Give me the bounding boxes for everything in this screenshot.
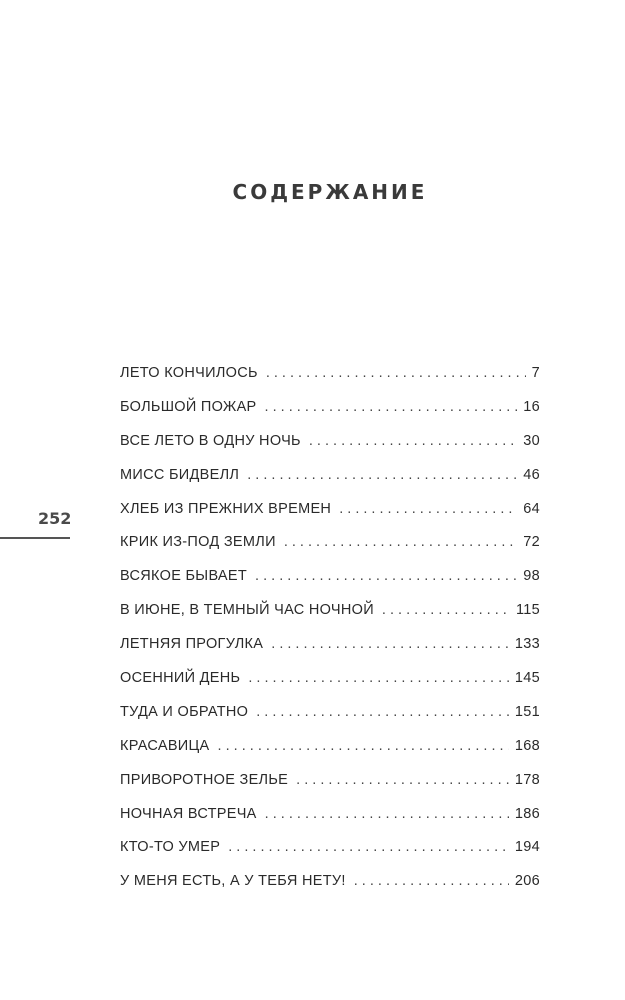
toc-entry-title: ВСЕ ЛЕТО В ОДНУ НОЧЬ <box>120 432 301 449</box>
toc-entry-page: 186 <box>514 805 540 822</box>
toc-entry-title: В ИЮНЕ, В ТЕМНЫЙ ЧАС НОЧНОЙ <box>120 602 374 619</box>
toc-entry-title: ТУДА И ОБРАТНО <box>120 703 249 720</box>
toc-entry-page: 194 <box>514 839 540 856</box>
toc-entry-page: 133 <box>514 636 540 653</box>
toc-entry <box>120 772 540 806</box>
toc-dot-leader <box>228 839 509 855</box>
toc-entry <box>120 806 540 840</box>
toc-dot-leader <box>296 772 509 788</box>
toc-entry-title: КТО-ТО УМЕР <box>120 839 221 856</box>
toc-entry-page: 145 <box>514 670 540 687</box>
toc-entry <box>120 399 540 433</box>
table-of-contents <box>120 365 540 907</box>
toc-entry <box>120 534 540 568</box>
toc-entry-page: 168 <box>514 737 540 754</box>
page-title: СОДЕРЖАНИЕ <box>232 180 428 204</box>
toc-entry-title: ЛЕТО КОНЧИЛОСЬ <box>120 365 258 381</box>
toc-entry <box>120 738 540 772</box>
toc-entry-title: КРИК ИЗ-ПОД ЗЕМЛИ <box>120 534 276 551</box>
toc-entry <box>120 365 540 399</box>
toc-dot-leader <box>284 534 517 550</box>
toc-entry-title: ПРИВОРОТНОЕ ЗЕЛЬЕ <box>120 771 289 788</box>
toc-entry-page: 98 <box>523 568 540 585</box>
toc-entry-page: 178 <box>514 771 540 788</box>
toc-entry-page: 16 <box>523 398 540 415</box>
toc-entry-title: БОЛЬШОЙ ПОЖАР <box>120 398 257 415</box>
toc-dot-leader <box>271 636 509 652</box>
toc-entry-title: НОЧНАЯ ВСТРЕЧА <box>120 805 257 822</box>
toc-entry <box>120 704 540 738</box>
toc-dot-leader <box>266 365 526 381</box>
toc-dot-leader <box>248 670 509 686</box>
toc-entry-page: 30 <box>523 432 540 449</box>
toc-entry-page: 206 <box>514 873 540 890</box>
toc-dot-leader <box>218 738 509 754</box>
toc-dot-leader <box>339 501 517 517</box>
toc-entry-page: 151 <box>514 703 540 720</box>
toc-dot-leader <box>309 433 517 449</box>
toc-entry <box>120 433 540 467</box>
toc-dot-leader <box>256 704 509 720</box>
toc-entry <box>120 636 540 670</box>
toc-dot-leader <box>247 467 517 483</box>
toc-entry <box>120 839 540 873</box>
page-number: 252 <box>38 509 72 528</box>
toc-dot-leader <box>265 399 518 415</box>
toc-entry <box>120 467 540 501</box>
toc-entry-title: У МЕНЯ ЕСТЬ, А У ТЕБЯ НЕТУ! <box>120 873 346 890</box>
toc-dot-leader <box>255 568 517 584</box>
toc-entry <box>120 602 540 636</box>
toc-entry-title: ЛЕТНЯЯ ПРОГУЛКА <box>120 636 264 653</box>
toc-entry-page: 72 <box>523 534 540 551</box>
toc-entry-title: МИСС БИДВЕЛЛ <box>120 466 240 483</box>
toc-entry-title: ВСЯКОЕ БЫВАЕТ <box>120 568 248 585</box>
toc-entry <box>120 670 540 704</box>
toc-entry-page: 7 <box>531 365 540 381</box>
toc-dot-leader <box>354 873 509 889</box>
toc-entry <box>120 873 540 907</box>
page-number-rule <box>0 537 70 539</box>
toc-entry-title: ОСЕННИЙ ДЕНЬ <box>120 670 241 687</box>
toc-entry-page: 64 <box>523 500 540 517</box>
toc-entry <box>120 501 540 535</box>
toc-dot-leader <box>265 806 509 822</box>
toc-entry-title: КРАСАВИЦА <box>120 737 210 754</box>
toc-dot-leader <box>382 602 510 618</box>
toc-entry-page: 115 <box>515 602 540 619</box>
toc-entry-page: 46 <box>523 466 540 483</box>
toc-entry <box>120 568 540 602</box>
toc-entry-title: ХЛЕБ ИЗ ПРЕЖНИХ ВРЕМЕН <box>120 500 332 517</box>
